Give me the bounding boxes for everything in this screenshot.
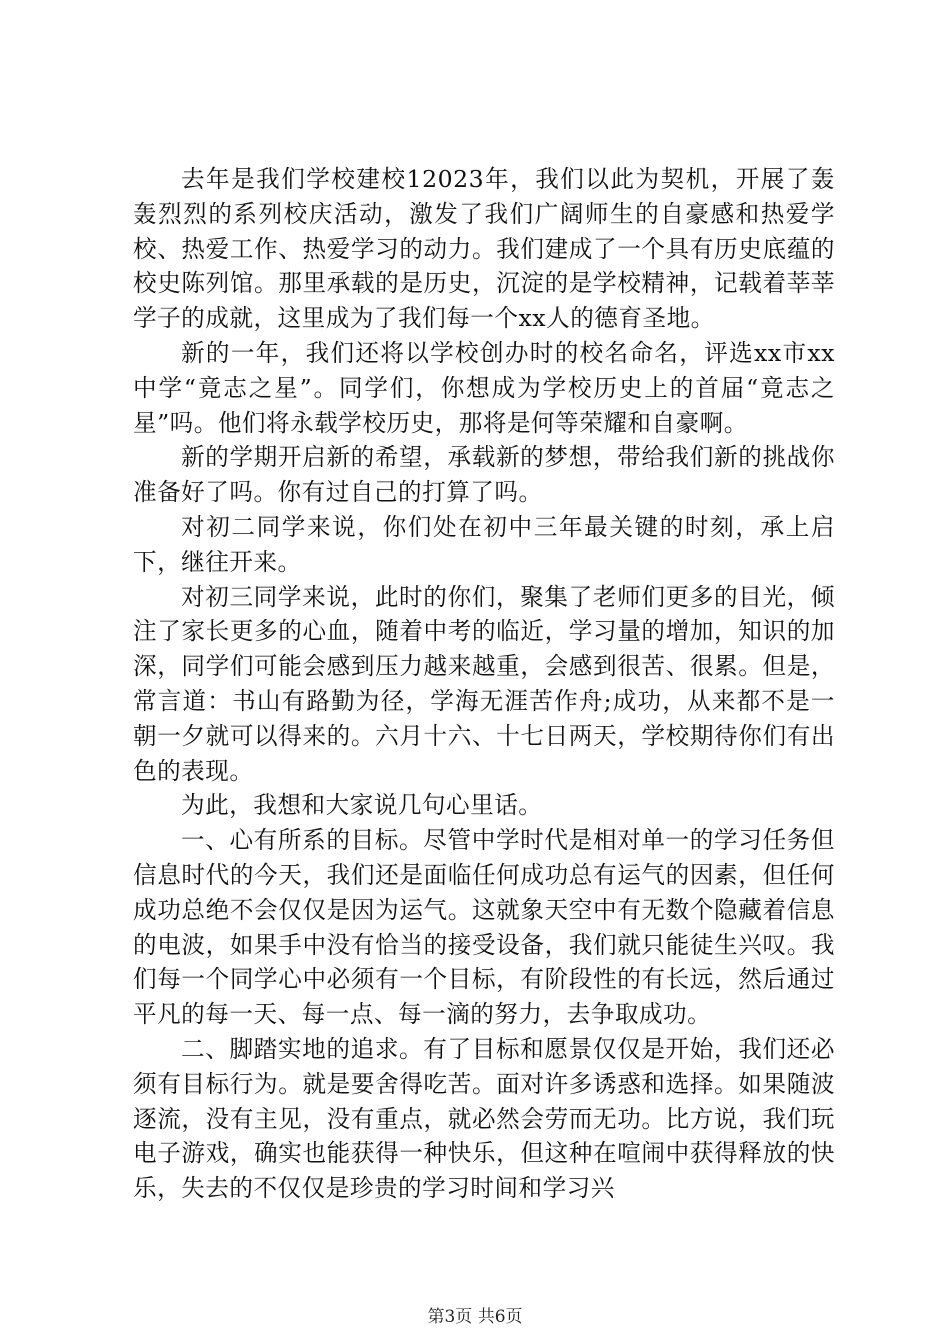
paragraph-6: 为此，我想和大家说几句心里话。 <box>181 791 543 820</box>
paragraph-8: 二、脚踏实地的追求。有了目标和愿景仅仅是开始，我们还必须有目标行为。就是要舍得吃苦。面对许多诱惑和选择。如果随波逐流，没有主见，没有重点，就必然会劳而无功。比方说，我们玩电子游戏，确实也能获得一种快乐，但这种在喧闹中获得释放的快乐，失去的不仅仅是珍贵的学习时间和学习兴 <box>133 1034 835 1203</box>
paragraph-3: 新的学期开启新的希望，承载新的梦想，带给我们新的挑战你准备好了吗。你有过自己的打算了吗。 <box>133 443 835 507</box>
paragraph-7: 一、心有所系的目标。尽管中学时代是相对单一的学习任务但信息时代的今天，我们还是面临任何成功总有运气的因素，但任何成功总绝不会仅仅是因为运气。这就象天空中有无数个隐藏着信息的电波，如果手中没有恰当的接受设备，我们就只能徒生兴叹。我们每一个同学心中必须有一个目标，有阶段性的有长远，然后通过平凡的每一天、每一点、每一滴的努力，去争取成功。 <box>133 826 835 1029</box>
paragraph-1: 去年是我们学校建校12023年，我们以此为契机，开展了轰轰烈烈的系列校庆活动，激发了我们广阔师生的自豪感和热爱学校、热爱工作、热爱学习的动力。我们建成了一个具有历史底蕴的校史陈列馆。那里承载的是历史，沉淀的是学校精神，记载着莘莘学子的成就，这里成为了我们每一个xx人的德育圣地。 <box>133 165 835 333</box>
paragraph-2: 新的一年，我们还将以学校创办时的校名命名，评选xx市xx中学“竟志之星”。同学们，你想成为学校历史上的首届“竟志之星”吗。他们将永载学校历史，那将是何等荣耀和自豪啊。 <box>133 338 835 437</box>
document-body <box>133 162 835 1206</box>
paragraph-4: 对初二同学来说，你们处在初中三年最关键的时刻，承上启下，继往开来。 <box>133 512 835 576</box>
page-footer: 第3页 共6页 <box>427 1307 523 1327</box>
paragraph-5: 对初三同学来说，此时的你们，聚集了老师们更多的目光，倾注了家长更多的心血，随着中考的临近，学习量的增加，知识的加深，同学们可能会感到压力越来越重，会感到很苦、很累。但是，常言道：书山有路勤为径，学海无涯苦作舟;成功，从来都不是一朝一夕就可以得来的。六月十六、十七日两天，学校期待你们有出色的表现。 <box>133 582 835 785</box>
